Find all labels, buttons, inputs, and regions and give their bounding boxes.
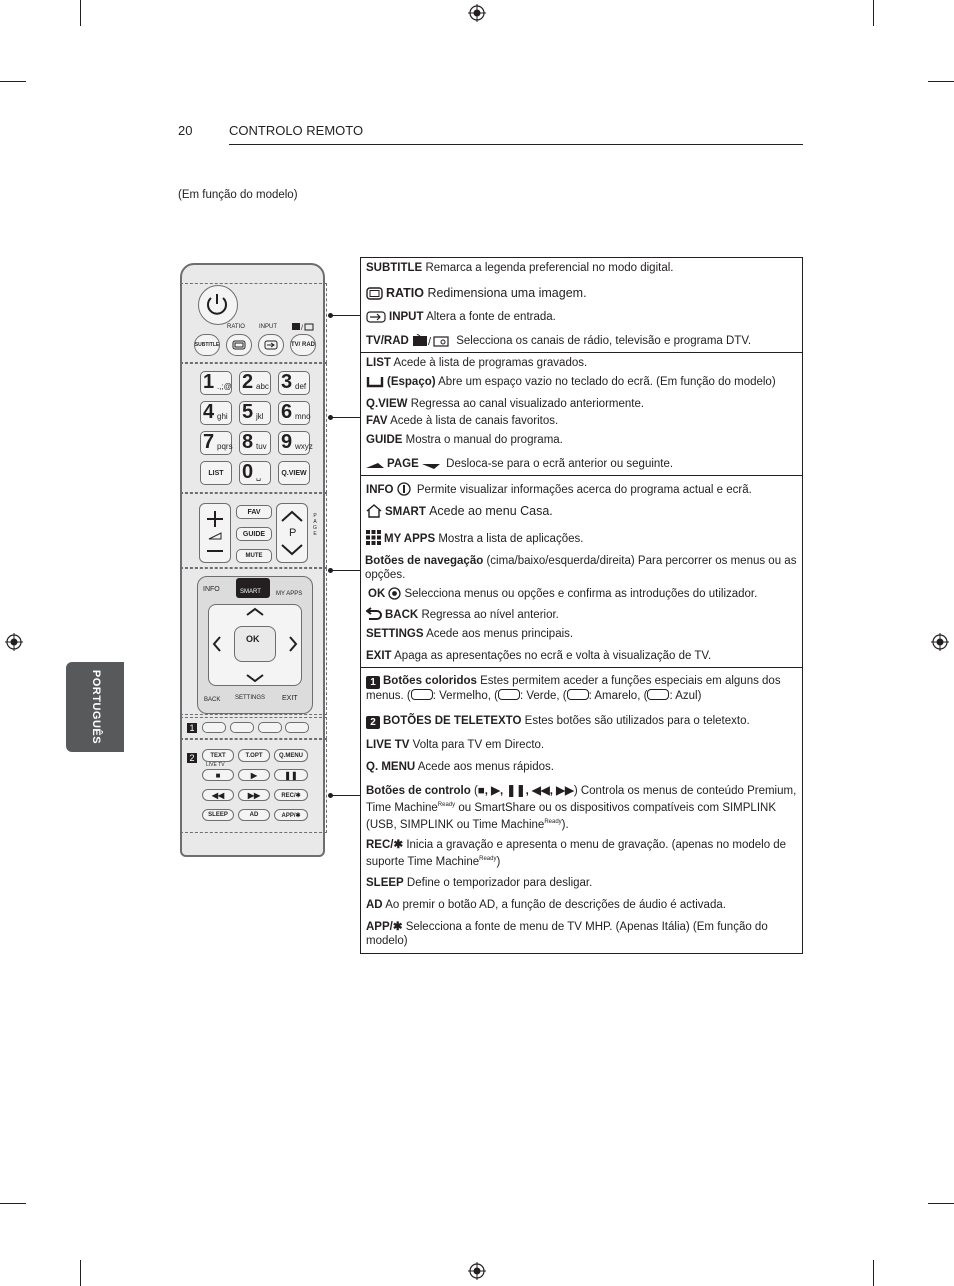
desc-settings [366,627,798,641]
key-page: PAGE [387,458,419,470]
forward-button: ▶▶ [238,789,270,801]
text-navigation: (cima/baixo/esquerda/direita) Para percorrer os menus ou as opções. [365,555,797,581]
number-key-digit: 2 [242,371,254,393]
smart-label: SMART [240,589,261,595]
text-myapps: Mostra a lista de aplicações. [438,533,584,545]
text-rec: Inicia a gravação e apresenta o menu de gravação. (apenas no modelo de suporte Time Machine [366,839,787,868]
remote-control-illustration [180,263,325,857]
page-title: CONTROLO REMOTO [229,123,364,138]
number-key-digit: 6 [281,401,293,423]
qmenu-button: Q.MENU [274,749,308,762]
registration-mark-icon [5,633,23,651]
fav-button: FAV [236,505,272,519]
marker-2: 2 [187,753,197,763]
ad-button: AD [238,809,270,821]
key-list: LIST [366,357,391,369]
desc-page [366,457,798,471]
language-tab-label: PORTUGUÊS [90,669,102,745]
key-teletext: BOTÕES DE TELETEXTO [383,715,522,727]
desc-myapps [366,530,798,546]
text-ad: Ao premir o botão AD, a função de descrições de áudio é activada. [385,899,726,911]
key-sleep: SLEEP [366,877,404,889]
ratio-icon [366,287,383,300]
section-divider [360,352,803,353]
number-key-digit: 7 [203,431,215,453]
desc-guide [366,433,798,447]
text-subtitle: Remarca a legenda preferencial no modo digital. [425,262,674,274]
stop-button: ■ [202,769,234,781]
desc-ad [366,898,798,912]
leader-dot [328,313,333,318]
text-fav: Acede à lista de canais favoritos. [390,415,559,427]
guide-button: GUIDE [236,527,272,541]
number-key-letters: pqrs [217,442,233,451]
header-rule [229,144,803,145]
key-smart: SMART [385,506,426,518]
yellow-key-icon [567,689,589,700]
myapps-label: MY APPS [276,591,303,597]
space-icon [366,376,384,388]
crop-mark [80,0,81,26]
text-settings: Acede aos menus principais. [426,628,574,640]
topt-button: T.OPT [238,749,270,762]
desc-app [366,920,798,948]
ok-target-icon [388,587,401,600]
group-outline [180,493,327,568]
desc-subtitle [366,261,798,275]
input-icon [366,311,386,323]
svg-text:/: / [301,325,303,331]
key-livetv: LIVE TV [366,739,410,751]
text-control-open: ( [473,785,478,797]
text-exit: Apaga as apresentações no ecrã e volta à visualização de TV. [394,650,712,662]
info-label: INFO [203,586,220,593]
number-key-letters: mno [295,412,311,421]
number-key-digit: 5 [242,401,254,423]
key-settings: SETTINGS [366,628,424,640]
key-colored: Botões coloridos [383,675,477,687]
ok-label: OK [246,634,260,644]
key-ad: AD [366,899,383,911]
model-note: (Em função do modelo) [178,189,298,201]
number-key-letters: jkl [256,412,264,421]
text-smart: Acede ao menu Casa. [429,504,553,518]
key-qmenu: Q. MENU [366,761,416,773]
exit-label: EXIT [282,695,298,702]
pause-button: ❚❚ [274,769,308,781]
badge-1: 1 [366,676,380,689]
registration-mark-icon [468,1262,486,1280]
sleep-button: SLEEP [202,809,234,821]
group-outline [180,283,327,363]
number-key-digit: 8 [242,431,254,453]
text-input: Altera a fonte de entrada. [426,311,556,323]
desc-livetv [366,738,798,752]
group-outline [180,739,327,833]
crop-mark [0,1203,26,1204]
desc-space [366,375,798,389]
apps-grid-icon [366,530,381,545]
text-button: TEXT [202,749,234,762]
group-outline [180,568,327,715]
text-info: Permite visualizar informações acerca do programa actual e ecrã. [416,484,752,496]
key-ok: OK [368,588,386,600]
text-green: : Verde, ( [519,690,567,702]
desc-input [366,310,798,324]
leader-line [330,795,360,796]
text-space: Abre um espaço vazio no teclado do ecrã. (Em função do modelo) [438,376,776,388]
home-icon [366,504,382,518]
text-control-1: ) Controla os menus de conteúdo Premium, Time Machine [366,785,797,814]
desc-rec [366,838,798,869]
green-key-icon [498,689,520,700]
ratio-label: RATIO [227,324,245,330]
text-tvrad: Selecciona os canais de rádio, televisão e programa DTV. [456,335,752,347]
desc-qmenu [366,760,798,774]
key-rec: REC/✱ [366,839,404,851]
group-outline [180,717,327,739]
number-key-digit: 4 [203,401,215,423]
key-back: BACK [385,609,419,621]
key-myapps: MY APPS [384,533,436,545]
crop-mark [928,1203,954,1204]
program-label: P [289,527,297,539]
group-outline [180,363,327,493]
key-input: INPUT [389,311,424,323]
number-key-letters: .,;@ [217,382,232,391]
section-divider [360,475,803,476]
rewind-button: ◀◀ [202,789,234,801]
subtitle-button: SUBTITLE [194,334,220,356]
desc-exit [366,649,798,663]
desc-qview [366,397,798,411]
leader-dot [328,793,333,798]
tv-rad-button: TV/ RAD [290,334,316,356]
key-qview: Q.VIEW [366,398,408,410]
desc-list [366,356,798,370]
leader-line [330,315,360,316]
text-ratio: Redimensiona uma imagem. [427,286,587,300]
key-subtitle: SUBTITLE [366,262,423,274]
number-key-letters: ghi [217,412,228,421]
desc-control [366,784,798,832]
text-control-3: ). [561,818,569,831]
mute-button: MUTE [236,549,272,563]
text-list: Acede à lista de programas gravados. [393,357,588,369]
ready-mark: Ready [479,856,497,862]
ready-mark: Ready [437,802,456,808]
text-livetv: Volta para TV em Directo. [412,739,545,751]
crop-mark [928,81,954,82]
badge-2: 2 [366,716,380,729]
text-guide: Mostra o manual do programa. [405,434,563,446]
key-space: (Espaço) [387,376,436,388]
leader-line [330,417,360,418]
livetv-label: LIVE TV [206,762,225,768]
desc-teletext [366,714,798,729]
key-tvrad: TV/RAD [366,335,409,347]
number-key-letters: ␣ [256,472,262,481]
registration-mark-icon [931,633,949,651]
play-button: ▶ [238,769,270,781]
playback-icons: ■, ▶, ❚❚, ◀◀, ▶▶ [477,785,574,797]
number-key-digit: 3 [281,371,293,393]
number-key-letters: wxyz [295,442,313,451]
text-red: : Vermelho, ( [432,690,498,702]
info-icon [397,482,411,496]
text-control-2: ou SmartShare ou os dispositivos compatíveis com SIMPLINK (USB, SIMPLINK ou Time Machine [366,801,777,831]
key-guide: GUIDE [366,434,403,446]
key-ratio: RATIO [386,286,424,300]
page-up-icon [366,462,384,470]
list-button: LIST [200,461,232,485]
registration-mark-icon [468,4,486,22]
input-label: INPUT [259,324,277,330]
crop-mark [80,1260,81,1286]
text-colored: Estes permitem aceder a funções especiais em alguns dos menus. ( [366,675,781,702]
leader-dot [328,415,333,420]
text-back: Regressa ao nível anterior. [421,609,559,621]
page-label: P A G E [313,513,317,537]
number-key-letters: abc [256,382,269,391]
number-key-letters: tuv [256,442,267,451]
crop-mark [873,1260,874,1286]
text-qview: Regressa ao canal visualizado anteriormente. [410,398,645,410]
text-yellow: : Amarelo, ( [588,690,648,702]
desc-ratio [366,286,798,300]
app-button: APP/✱ [274,809,308,821]
leader-line [330,570,360,571]
desc-back [366,607,798,622]
svg-text:/: / [428,336,432,347]
section-divider [360,667,803,668]
desc-sleep [366,876,798,890]
back-arrow-icon [366,607,382,621]
number-key-letters: def [295,382,307,391]
key-navigation: Botões de navegação [365,555,484,567]
qview-button: Q.VIEW [278,461,310,485]
marker-1: 1 [187,723,197,733]
desc-info [366,482,798,497]
page-down-icon [422,462,440,470]
text-rec-close: ) [496,855,501,868]
text-ok: Selecciona menus ou opções e confirma as introduções do utilizador. [404,588,758,600]
desc-navigation [365,554,797,582]
blue-key-icon [647,689,669,700]
red-key-icon [411,689,433,700]
back-label: BACK [204,697,221,703]
leader-dot [328,568,333,573]
language-tab [66,662,124,752]
rec-button: REC/✱ [274,789,308,801]
desc-ok [368,587,800,601]
desc-fav [366,414,798,428]
settings-label: SETTINGS [235,695,266,701]
desc-tvrad [366,334,798,348]
text-page: Desloca-se para o ecrã anterior ou seguinte. [446,458,674,470]
text-app: Selecciona a fonte de menu de TV MHP. (Apenas Itália) (Em função do modelo) [366,921,768,947]
page-number: 20 [178,123,193,138]
tv-radio-icon [412,334,450,347]
key-fav: FAV [366,415,388,427]
number-key-digit: 1 [203,371,215,393]
ready-mark: Ready [544,818,562,825]
crop-mark [0,81,26,82]
key-app: APP/✱ [366,921,403,933]
text-qmenu: Acede aos menus rápidos. [417,761,554,773]
key-info: INFO [366,484,394,496]
key-control: Botões de controlo [366,785,471,797]
number-key-digit: 9 [281,431,293,453]
text-blue: : Azul) [669,690,702,702]
crop-mark [873,0,874,26]
text-sleep: Define o temporizador para desligar. [406,877,593,889]
text-teletext: Estes botões são utilizados para o teletexto. [524,715,750,727]
desc-colored [366,674,798,703]
desc-smart [366,504,798,519]
number-key-digit: 0 [242,461,254,483]
key-exit: EXIT [366,650,392,662]
